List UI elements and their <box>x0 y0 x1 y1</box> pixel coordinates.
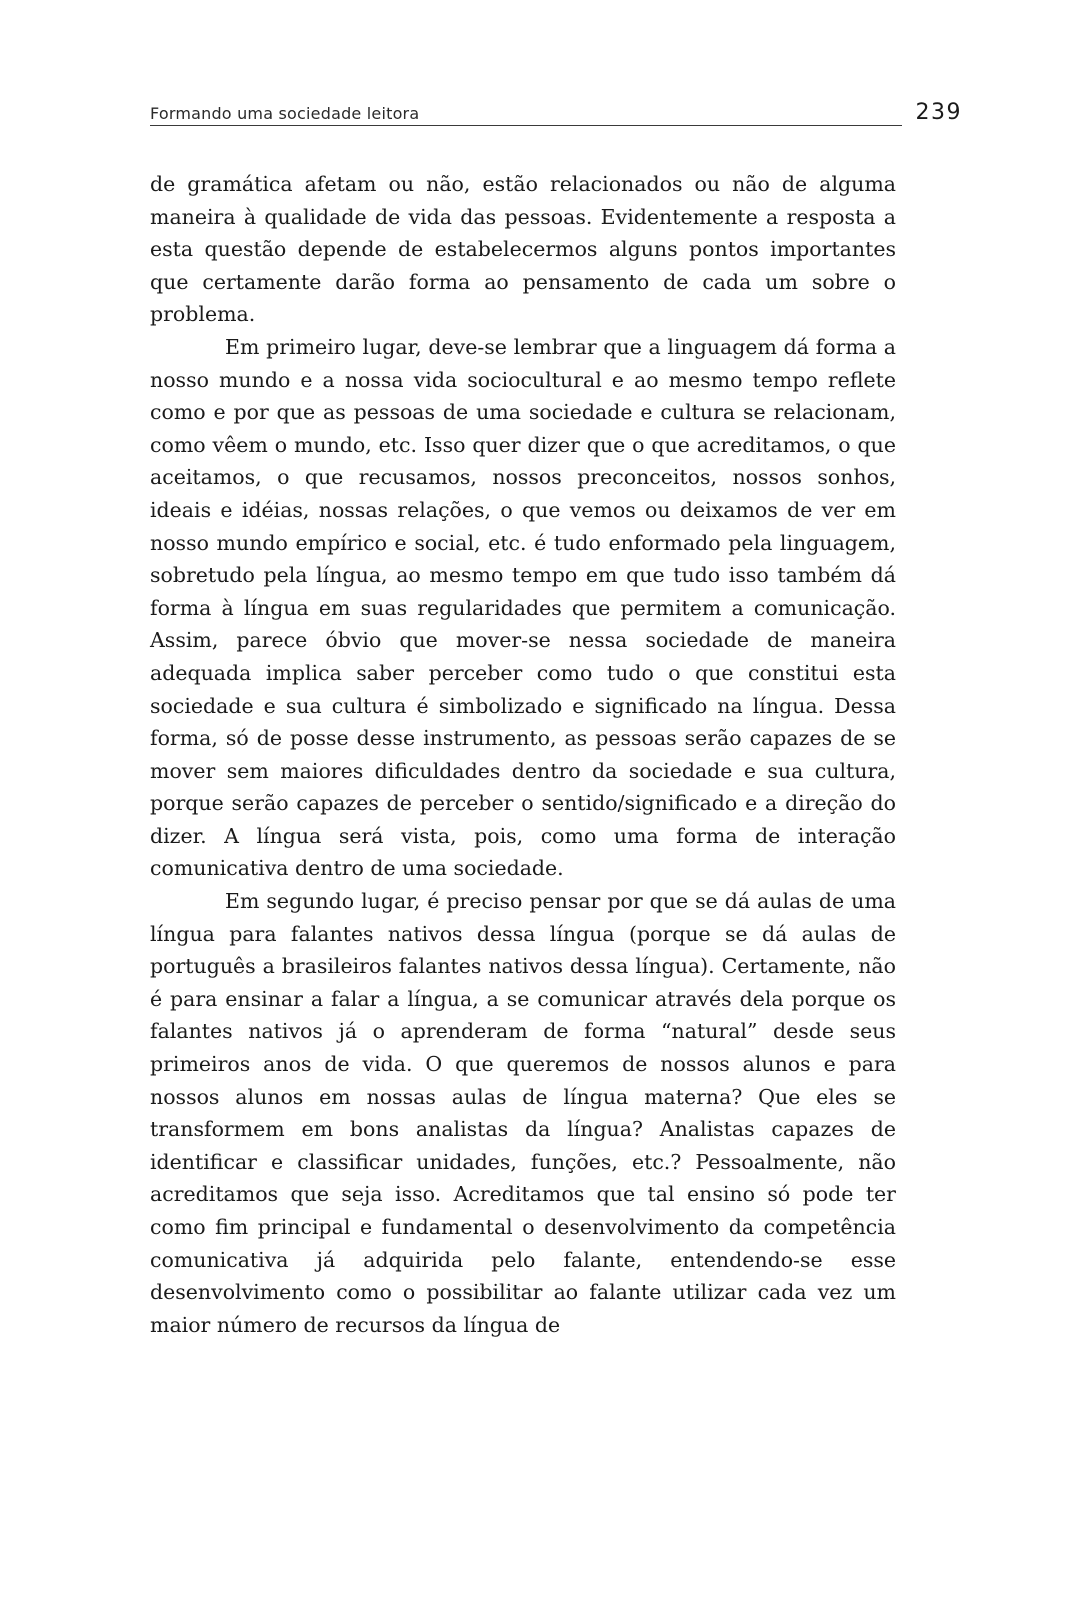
paragraph-2: Em primeiro lugar, deve-se lembrar que a linguagem dá forma a nosso mundo e a nossa vida sociocultural e ao mesmo tempo reflete como e por que as pessoas de uma sociedade e cultura se relacionam, como vêem o mundo, etc. Isso quer dizer que o que acreditamos, o que aceitamos, o que recusamos, nossos preconceitos, nossos sonhos, ideais e idéias, nossas relações, o que vemos ou deixamos de ver em nosso mundo empírico e social, etc. é tudo enformado pela linguagem, sobretudo pela língua, ao mesmo tempo em que tudo isso também dá forma à língua em suas regularidades que permitem a comunicação. Assim, parece óbvio que mover-se nessa sociedade de maneira adequada implica saber perceber como tudo o que constitui esta sociedade e sua cultura é simbolizado e significado na língua. Dessa forma, só de posse desse instrumento, as pessoas serão capazes de se mover sem maiores dificuldades dentro da sociedade e sua cultura, porque serão capazes de perceber o sentido/significado e a direção do dizer. A língua será vista, pois, como uma forma de interação comunicativa dentro de uma sociedade. <box>150 334 896 881</box>
paragraph-1: de gramática afetam ou não, estão relacionados ou não de alguma maneira à qualidade de vida das pessoas. Evidentemente a resposta a esta questão depende de estabelecermos alguns pontos importantes que certamente darão forma ao pensamento de cada um sobre o problema. <box>150 172 896 327</box>
running-title: Formando uma sociedade leitora <box>150 104 420 123</box>
page-number: 239 <box>915 100 962 125</box>
paragraph-3: Em segundo lugar, é preciso pensar por que se dá aulas de uma língua para falantes nativos dessa língua (porque se dá aulas de português a brasileiros falantes nativos dessa língua). Certamente, não é para ensinar a falar a língua, a se comunicar através dela porque os falantes nativos já o aprenderam de forma “natural” desde seus primeiros anos de vida. O que queremos de nossos alunos e para nossos alunos em nossas aulas de língua materna? Que eles se transformem em bons analistas da língua? Analistas capazes de identificar e classificar unidades, funções, etc.? Pessoalmente, não acreditamos que seja isso. Acreditamos que tal ensino só pode ter como fim principal e fundamental o desenvolvimento da competência comunicativa já adquirida pelo falante, entendendo-se esse desenvolvimento como o possibilitar ao falante utilizar cada vez um maior número de recursos da língua de <box>150 889 896 1337</box>
running-header <box>150 100 962 132</box>
header-rule <box>150 125 902 126</box>
body-text <box>150 168 896 1341</box>
